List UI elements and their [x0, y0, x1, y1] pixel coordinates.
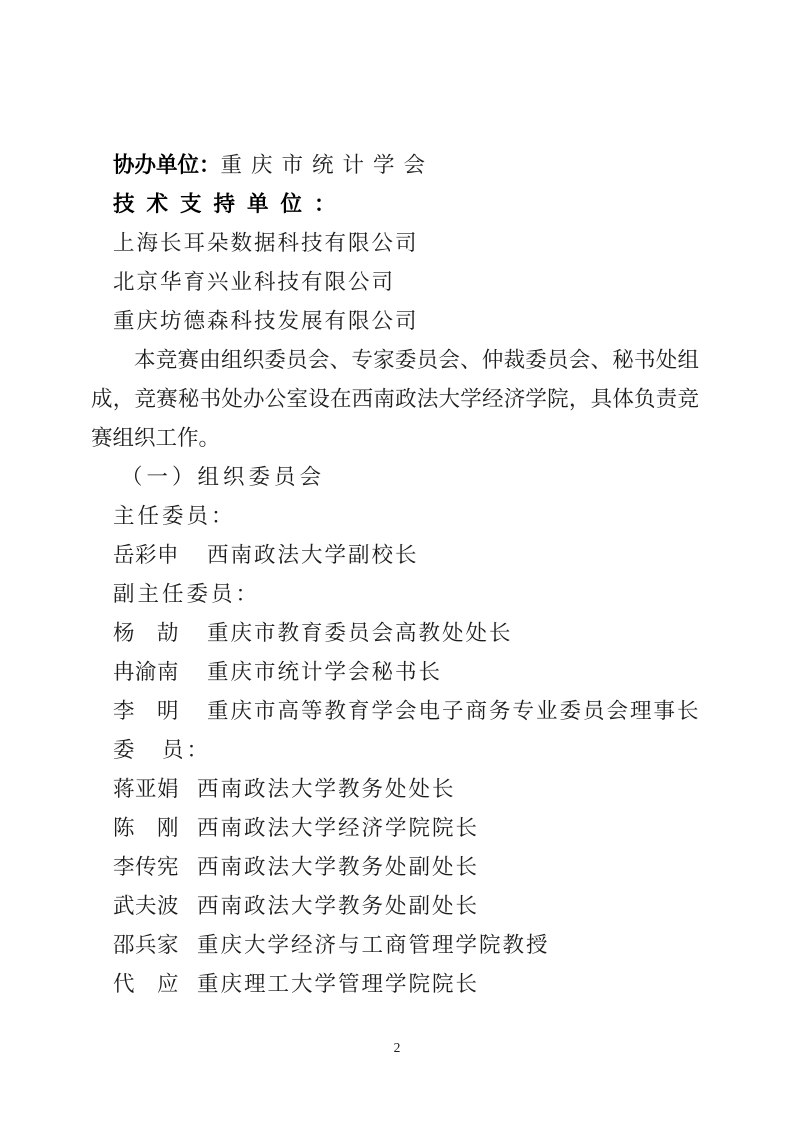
page-number: 2	[393, 1040, 401, 1055]
entry-name: 武夫波	[113, 894, 180, 918]
vice-chair-label: 副主任委员：	[113, 582, 261, 606]
entry-name: 蒋亚娟	[113, 777, 180, 801]
entry-title: 西南政法大学教务处副处长	[197, 855, 480, 879]
entry-name: 代 应	[113, 972, 180, 996]
committee-entry	[91, 926, 699, 965]
intro-paragraph	[91, 341, 699, 458]
company-line: 上海长耳朵数据科技有限公司	[113, 231, 419, 255]
co-organizer-line	[91, 146, 699, 185]
company-line: 北京华育兴业科技有限公司	[113, 270, 396, 294]
page-footer	[0, 1040, 794, 1056]
entry-title: 重庆市高等教育学会电子商务专业委员会理事长	[207, 699, 701, 723]
entry-name: 冉渝南	[113, 660, 180, 684]
committee-entry	[91, 848, 699, 887]
vice-chair-list	[91, 614, 699, 731]
committee-entry	[91, 614, 699, 653]
entry-title: 重庆大学经济与工商管理学院教授	[197, 933, 550, 957]
committee-entry	[91, 809, 699, 848]
co-organizer-value: 重庆市统计学会	[220, 153, 435, 177]
member-list	[91, 770, 699, 1004]
entry-title: 重庆市教育委员会高教处处长	[207, 621, 513, 645]
entry-title: 西南政法大学副校长	[207, 543, 419, 567]
entry-name: 李 明	[113, 699, 180, 723]
document-content	[91, 146, 699, 1004]
entry-title: 西南政法大学教务处处长	[197, 777, 456, 801]
committee-entry	[91, 536, 699, 575]
entry-name: 李传宪	[113, 855, 180, 879]
committee-heading: （一）组织委员会	[121, 465, 326, 489]
paragraph-line: 赛组织工作。	[91, 426, 221, 450]
committee-entry	[91, 770, 699, 809]
chair-list	[91, 536, 699, 575]
entry-name: 陈 刚	[113, 816, 180, 840]
entry-title: 重庆市统计学会秘书长	[207, 660, 443, 684]
committee-entry	[91, 653, 699, 692]
paragraph-line: 本竞赛由组织委员会、专家委员会、仲裁委员会、秘书处组	[134, 348, 699, 372]
entry-title: 西南政法大学教务处副处长	[197, 894, 480, 918]
committee-entry	[91, 965, 699, 1004]
entry-title: 重庆理工大学管理学院院长	[197, 972, 480, 996]
chair-label: 主任委员：	[113, 504, 236, 528]
entry-name: 岳彩申	[113, 543, 180, 567]
entry-name: 邵兵家	[113, 933, 180, 957]
paragraph-line: 成，竞赛秘书处办公室设在西南政法大学经济学院，具体负责竞	[91, 387, 699, 411]
committee-entry	[91, 887, 699, 926]
committee-entry	[91, 692, 699, 731]
company-list	[91, 224, 699, 341]
co-organizer-label: 协办单位：	[113, 153, 221, 177]
entry-name: 杨 劼	[113, 621, 180, 645]
tech-support-heading: 技术支持单位：	[113, 192, 348, 216]
company-line: 重庆坊德森科技发展有限公司	[113, 309, 419, 333]
entry-title: 西南政法大学经济学院院长	[197, 816, 480, 840]
members-label: 委 员：	[113, 738, 212, 762]
